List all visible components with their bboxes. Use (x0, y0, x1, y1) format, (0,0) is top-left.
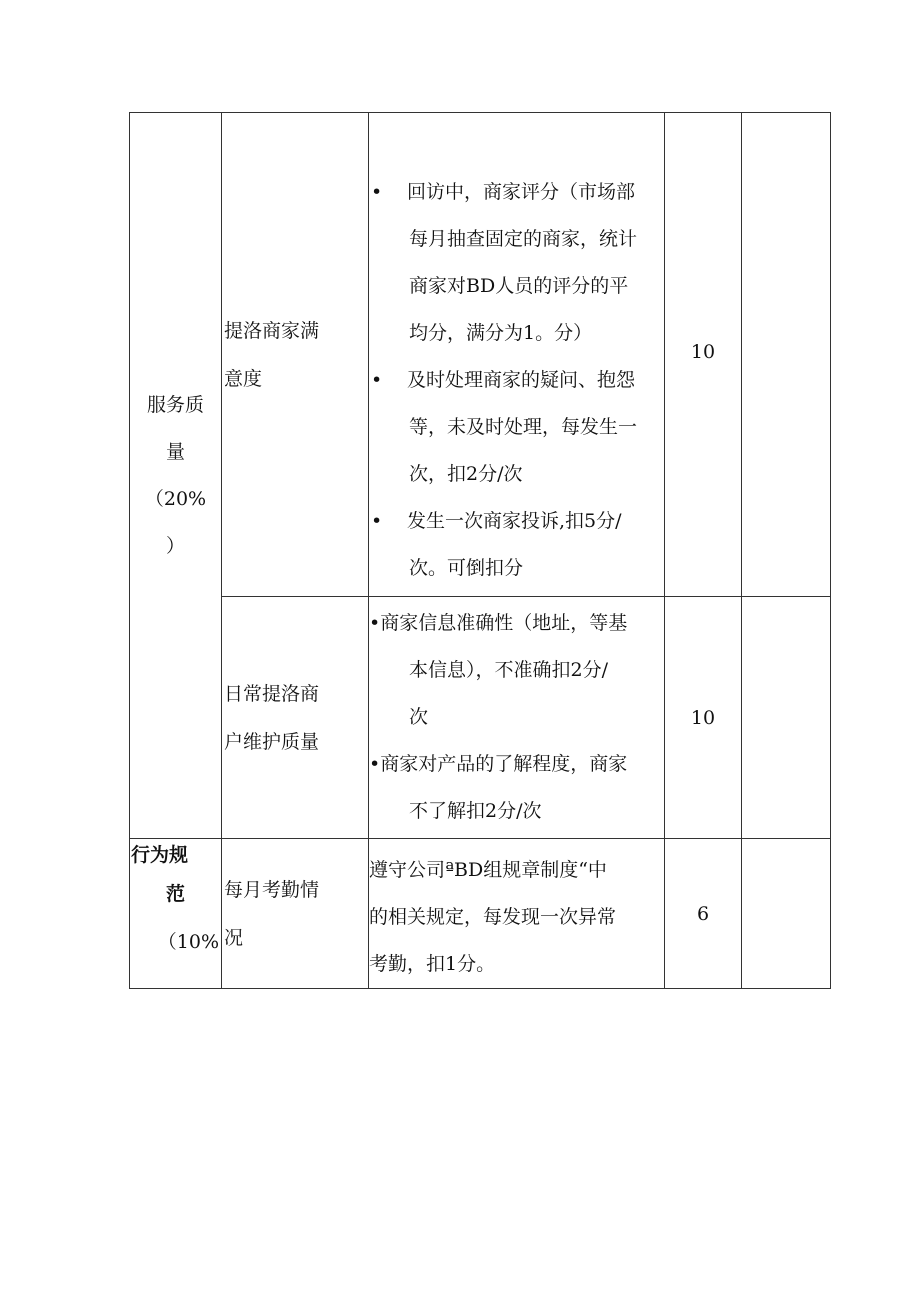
item-cell-merchant-maintenance (222, 597, 369, 839)
bullet-dot: • (371, 181, 383, 203)
remark-cell (742, 113, 831, 597)
category-line: （10% (157, 931, 219, 953)
criteria-cell (369, 839, 665, 989)
criteria-line: 本信息），不准确扣2分/ (409, 659, 608, 681)
category-cell-service-quality (130, 113, 222, 839)
criteria-line: 遵守公司ªBD组规章制度“中 (369, 859, 607, 881)
criteria-line: 回访中，商家评分（市场部 (407, 181, 636, 203)
table-row (130, 839, 831, 989)
criteria-line: 发生一次商家投诉,扣5分/ (407, 510, 622, 532)
bullet-dot: • (371, 369, 383, 391)
remark-cell (742, 839, 831, 989)
category-cell-behavior (130, 839, 222, 989)
criteria-line: 等，未及时处理，每发生一 (409, 416, 638, 438)
criteria-line: 次 (409, 706, 429, 728)
bullet-dot: • (371, 510, 383, 532)
criteria-line: 商家信息准确性（地址，等基 (380, 612, 628, 634)
bullet-dot: • (369, 612, 381, 634)
criteria-cell (369, 113, 665, 597)
criteria-line: 不了解扣2分/次 (409, 800, 542, 822)
criteria-line: 每月抽查固定的商家，统计 (409, 228, 638, 250)
category-line: （20% (144, 487, 207, 510)
item-line: 日常提洛商 (224, 682, 320, 705)
criteria-line: 考勤，扣1分。 (369, 953, 496, 975)
category-line: 行为规 (131, 844, 189, 866)
item-cell-merchant-satisfaction (222, 113, 369, 597)
criteria-line: 的相关规定，每发现一次异常 (369, 906, 617, 928)
bullet-dot: • (369, 753, 381, 775)
criteria-bullet (369, 169, 664, 357)
criteria-cell (369, 597, 665, 839)
score-cell: 10 (665, 597, 742, 839)
criteria-line: 商家对BD人员的评分的平 (409, 275, 629, 297)
category-line: 服务质 (146, 393, 204, 416)
criteria-bullet (369, 357, 664, 498)
criteria-bullet (369, 600, 664, 741)
category-line: 范 (165, 883, 185, 905)
criteria-line: 商家对产品的了解程度，商家 (380, 753, 628, 775)
item-line: 意度 (224, 367, 263, 390)
table-row (130, 113, 831, 597)
category-line: ） (165, 534, 185, 557)
kpi-table (129, 112, 831, 989)
item-line: 每月考勤情 (224, 878, 320, 901)
score-cell: 10 (665, 113, 742, 597)
item-line: 提洛商家满 (224, 319, 320, 342)
remark-cell (742, 597, 831, 839)
criteria-line: 次，扣2分/次 (409, 463, 523, 485)
category-line: 量 (165, 440, 185, 463)
item-cell-attendance (222, 839, 369, 989)
table-row (130, 597, 831, 839)
score-cell: 6 (665, 839, 742, 989)
item-line: 况 (224, 926, 244, 949)
criteria-line: 均分，满分为1。分） (409, 322, 593, 344)
criteria-bullet (369, 741, 664, 835)
criteria-bullet (369, 498, 664, 592)
criteria-line: 及时处理商家的疑问、抱怨 (407, 369, 636, 391)
criteria-line: 次。可倒扣分 (409, 557, 524, 579)
item-line: 户维护质量 (224, 730, 320, 753)
